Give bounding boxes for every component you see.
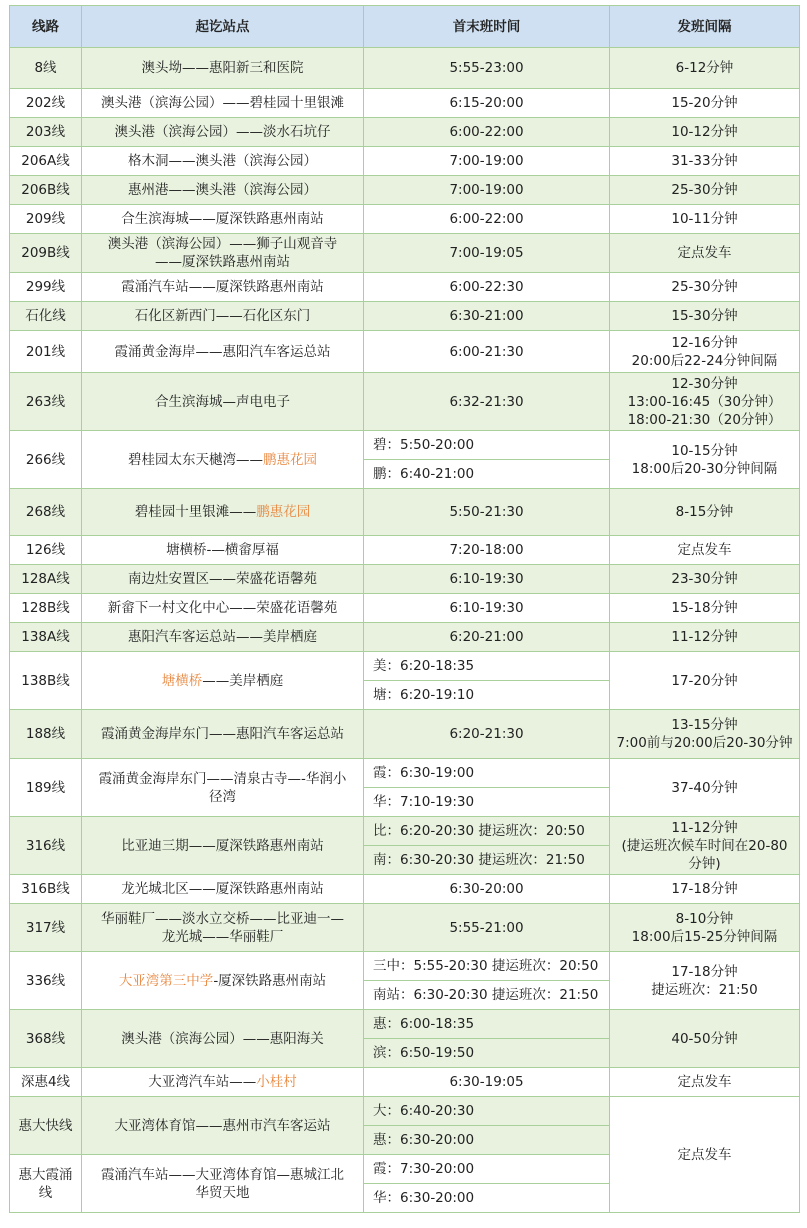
stations-cell: 大亚湾体育馆——惠州市汽车客运站 bbox=[82, 1097, 364, 1155]
route-cell: 深惠4线 bbox=[10, 1068, 82, 1097]
bus-schedule-table bbox=[9, 5, 800, 1213]
table-row bbox=[10, 1010, 800, 1039]
interval-cell: 10-11分钟 bbox=[610, 205, 800, 234]
time-cell: 美：6:20-18:35 bbox=[364, 652, 610, 681]
stations-cell: 南边灶安置区——荣盛花语馨苑 bbox=[82, 565, 364, 594]
table-row bbox=[10, 176, 800, 205]
table-row bbox=[10, 48, 800, 89]
stations-cell: 霞涌汽车站——厦深铁路惠州南站 bbox=[82, 273, 364, 302]
table-row bbox=[10, 875, 800, 904]
interval-cell: 31-33分钟 bbox=[610, 147, 800, 176]
route-cell: 128A线 bbox=[10, 565, 82, 594]
header-interval: 发班间隔 bbox=[610, 6, 800, 48]
time-cell: 6:15-20:00 bbox=[364, 89, 610, 118]
station-text: 碧桂园十里银滩—— bbox=[134, 504, 257, 520]
time-cell: 滨：6:50-19:50 bbox=[364, 1039, 610, 1068]
station-text: 大亚湾汽车站—— bbox=[148, 1074, 257, 1090]
time-cell: 比：6:20-20:30 捷运班次：20:50 bbox=[364, 817, 610, 846]
time-cell: 惠：6:30-20:00 bbox=[364, 1126, 610, 1155]
time-cell: 7:00-19:05 bbox=[364, 234, 610, 273]
station-text: ——美岸栖庭 bbox=[202, 672, 284, 689]
table-row bbox=[10, 710, 800, 759]
time-cell: 6:20-21:00 bbox=[364, 623, 610, 652]
interval-cell: 11-12分钟 bbox=[610, 623, 800, 652]
route-cell: 299线 bbox=[10, 273, 82, 302]
table-row bbox=[10, 489, 800, 536]
interval-cell: 10-15分钟 18:00后20-30分钟间隔 bbox=[610, 431, 800, 489]
time-cell: 7:00-19:00 bbox=[364, 176, 610, 205]
highlighted-station: 小桂村 bbox=[256, 1074, 297, 1090]
stations-cell: 霞涌黄金海岸——惠阳汽车客运总站 bbox=[82, 331, 364, 373]
time-cell: 南站：6:30-20:30 捷运班次：21:50 bbox=[364, 981, 610, 1010]
time-cell: 5:55-23:00 bbox=[364, 48, 610, 89]
route-cell: 惠大霞涌 线 bbox=[10, 1155, 82, 1213]
time-cell: 碧：5:50-20:00 bbox=[364, 431, 610, 460]
table-row bbox=[10, 1097, 800, 1126]
time-cell: 大：6:40-20:30 bbox=[364, 1097, 610, 1126]
route-cell: 8线 bbox=[10, 48, 82, 89]
header-row bbox=[10, 6, 800, 48]
stations-cell bbox=[82, 431, 364, 489]
time-cell: 5:50-21:30 bbox=[364, 489, 610, 536]
stations-cell: 塘横桥-—横畲厚福 bbox=[82, 536, 364, 565]
interval-cell: 10-12分钟 bbox=[610, 118, 800, 147]
table-row bbox=[10, 904, 800, 952]
interval-cell: 12-16分钟 20:00后22-24分钟间隔 bbox=[610, 331, 800, 373]
time-cell: 塘：6:20-19:10 bbox=[364, 681, 610, 710]
time-cell: 华：6:30-20:00 bbox=[364, 1184, 610, 1213]
stations-cell: 比亚迪三期——厦深铁路惠州南站 bbox=[82, 817, 364, 875]
interval-cell: 25-30分钟 bbox=[610, 176, 800, 205]
table-row bbox=[10, 652, 800, 681]
time-cell: 惠：6:00-18:35 bbox=[364, 1010, 610, 1039]
route-cell: 336线 bbox=[10, 952, 82, 1010]
interval-cell: 17-20分钟 bbox=[610, 652, 800, 710]
stations-cell: 澳头港（滨海公园）——惠阳海关 bbox=[82, 1010, 364, 1068]
time-cell: 鹏：6:40-21:00 bbox=[364, 460, 610, 489]
route-cell: 201线 bbox=[10, 331, 82, 373]
stations-cell: 霞涌黄金海岸东门——清泉古寺—-华润小 径湾 bbox=[82, 759, 364, 817]
route-cell: 188线 bbox=[10, 710, 82, 759]
interval-cell: 13-15分钟 7:00前与20:00后20-30分钟 bbox=[610, 710, 800, 759]
table-row bbox=[10, 623, 800, 652]
route-cell: 206A线 bbox=[10, 147, 82, 176]
stations-cell: 澳头港（滨海公园）——淡水石坑仔 bbox=[82, 118, 364, 147]
stations-cell: 新畲下一村文化中心——荣盛花语馨苑 bbox=[82, 594, 364, 623]
interval-cell: 11-12分钟 (捷运班次候车时间在20-80 分钟) bbox=[610, 817, 800, 875]
stations-cell: 澳头港（滨海公园）——狮子山观音寺 ——厦深铁路惠州南站 bbox=[82, 234, 364, 273]
table-row bbox=[10, 205, 800, 234]
interval-cell: 17-18分钟 bbox=[610, 875, 800, 904]
interval-cell: 定点发车 bbox=[610, 234, 800, 273]
route-cell: 189线 bbox=[10, 759, 82, 817]
table-row bbox=[10, 89, 800, 118]
route-cell: 268线 bbox=[10, 489, 82, 536]
station-text: -厦深铁路惠州南站 bbox=[213, 972, 327, 989]
route-cell: 128B线 bbox=[10, 594, 82, 623]
stations-cell: 合生滨海城——厦深铁路惠州南站 bbox=[82, 205, 364, 234]
table-row bbox=[10, 373, 800, 431]
route-cell: 317线 bbox=[10, 904, 82, 952]
stations-cell: 格木洞——澳头港（滨海公园） bbox=[82, 147, 364, 176]
interval-cell: 23-30分钟 bbox=[610, 565, 800, 594]
route-cell: 203线 bbox=[10, 118, 82, 147]
time-cell: 6:20-21:30 bbox=[364, 710, 610, 759]
interval-cell: 定点发车 bbox=[610, 1097, 800, 1213]
stations-cell bbox=[82, 489, 364, 536]
route-cell: 石化线 bbox=[10, 302, 82, 331]
interval-cell: 37-40分钟 bbox=[610, 759, 800, 817]
route-cell: 206B线 bbox=[10, 176, 82, 205]
time-cell: 6:10-19:30 bbox=[364, 594, 610, 623]
table-row bbox=[10, 273, 800, 302]
header-stations: 起讫站点 bbox=[82, 6, 364, 48]
table-row bbox=[10, 594, 800, 623]
table-row bbox=[10, 759, 800, 788]
time-cell: 6:00-21:30 bbox=[364, 331, 610, 373]
table-row bbox=[10, 331, 800, 373]
time-cell: 华：7:10-19:30 bbox=[364, 788, 610, 817]
time-cell: 6:10-19:30 bbox=[364, 565, 610, 594]
interval-cell: 15-30分钟 bbox=[610, 302, 800, 331]
table-row bbox=[10, 118, 800, 147]
time-cell: 6:30-21:00 bbox=[364, 302, 610, 331]
stations-cell: 霞涌黄金海岸东门——惠阳汽车客运总站 bbox=[82, 710, 364, 759]
table-row bbox=[10, 952, 800, 981]
time-cell: 霞：6:30-19:00 bbox=[364, 759, 610, 788]
time-cell: 7:20-18:00 bbox=[364, 536, 610, 565]
stations-cell: 惠州港——澳头港（滨海公园） bbox=[82, 176, 364, 205]
interval-cell: 12-30分钟 13:00-16:45（30分钟） 18:00-21:30（20分钟） bbox=[610, 373, 800, 431]
table-row bbox=[10, 817, 800, 846]
table-row bbox=[10, 147, 800, 176]
header-route: 线路 bbox=[10, 6, 82, 48]
stations-cell bbox=[82, 952, 364, 1010]
table-row bbox=[10, 431, 800, 460]
highlighted-station: 大亚湾第三中学 bbox=[118, 972, 214, 989]
interval-cell: 定点发车 bbox=[610, 1068, 800, 1097]
table-row bbox=[10, 234, 800, 273]
interval-cell: 6-12分钟 bbox=[610, 48, 800, 89]
interval-cell: 定点发车 bbox=[610, 536, 800, 565]
stations-cell: 霞涌汽车站——大亚湾体育馆—惠城江北 华贸天地 bbox=[82, 1155, 364, 1213]
table-row bbox=[10, 302, 800, 331]
route-cell: 138B线 bbox=[10, 652, 82, 710]
stations-cell: 惠阳汽车客运总站——美岸栖庭 bbox=[82, 623, 364, 652]
time-cell: 6:00-22:30 bbox=[364, 273, 610, 302]
stations-cell bbox=[82, 652, 364, 710]
time-cell: 6:30-19:05 bbox=[364, 1068, 610, 1097]
stations-cell: 合生滨海城—声电电子 bbox=[82, 373, 364, 431]
stations-cell: 龙光城北区——厦深铁路惠州南站 bbox=[82, 875, 364, 904]
highlighted-station: 鹏惠花园 bbox=[256, 504, 311, 520]
stations-cell: 华丽鞋厂——淡水立交桥——比亚迪一— 龙光城——华丽鞋厂 bbox=[82, 904, 364, 952]
route-cell: 209B线 bbox=[10, 234, 82, 273]
interval-cell: 40-50分钟 bbox=[610, 1010, 800, 1068]
stations-cell bbox=[82, 1068, 364, 1097]
time-cell: 三中：5:55-20:30 捷运班次：20:50 bbox=[364, 952, 610, 981]
table-row bbox=[10, 536, 800, 565]
stations-cell: 澳头港（滨海公园）——碧桂园十里银滩 bbox=[82, 89, 364, 118]
time-cell: 6:00-22:00 bbox=[364, 205, 610, 234]
time-cell: 5:55-21:00 bbox=[364, 904, 610, 952]
route-cell: 263线 bbox=[10, 373, 82, 431]
header-time: 首末班时间 bbox=[364, 6, 610, 48]
station-text: 碧桂园太东天樾湾—— bbox=[128, 451, 263, 468]
time-cell: 南：6:30-20:30 捷运班次：21:50 bbox=[364, 846, 610, 875]
table-row bbox=[10, 565, 800, 594]
interval-cell: 8-10分钟 18:00后15-25分钟间隔 bbox=[610, 904, 800, 952]
route-cell: 惠大快线 bbox=[10, 1097, 82, 1155]
route-cell: 368线 bbox=[10, 1010, 82, 1068]
stations-cell: 石化区新西门——石化区东门 bbox=[82, 302, 364, 331]
highlighted-station: 塘横桥 bbox=[161, 672, 203, 689]
interval-cell: 25-30分钟 bbox=[610, 273, 800, 302]
route-cell: 266线 bbox=[10, 431, 82, 489]
interval-cell: 8-15分钟 bbox=[610, 489, 800, 536]
stations-cell: 澳头坳——惠阳新三和医院 bbox=[82, 48, 364, 89]
route-cell: 202线 bbox=[10, 89, 82, 118]
interval-cell: 15-20分钟 bbox=[610, 89, 800, 118]
time-cell: 6:32-21:30 bbox=[364, 373, 610, 431]
route-cell: 316线 bbox=[10, 817, 82, 875]
table-row bbox=[10, 1068, 800, 1097]
route-cell: 209线 bbox=[10, 205, 82, 234]
route-cell: 126线 bbox=[10, 536, 82, 565]
interval-cell: 15-18分钟 bbox=[610, 594, 800, 623]
time-cell: 霞：7:30-20:00 bbox=[364, 1155, 610, 1184]
interval-cell: 17-18分钟 捷运班次：21:50 bbox=[610, 952, 800, 1010]
time-cell: 7:00-19:00 bbox=[364, 147, 610, 176]
time-cell: 6:30-20:00 bbox=[364, 875, 610, 904]
time-cell: 6:00-22:00 bbox=[364, 118, 610, 147]
route-cell: 138A线 bbox=[10, 623, 82, 652]
route-cell: 316B线 bbox=[10, 875, 82, 904]
highlighted-station: 鹏惠花园 bbox=[263, 451, 317, 468]
